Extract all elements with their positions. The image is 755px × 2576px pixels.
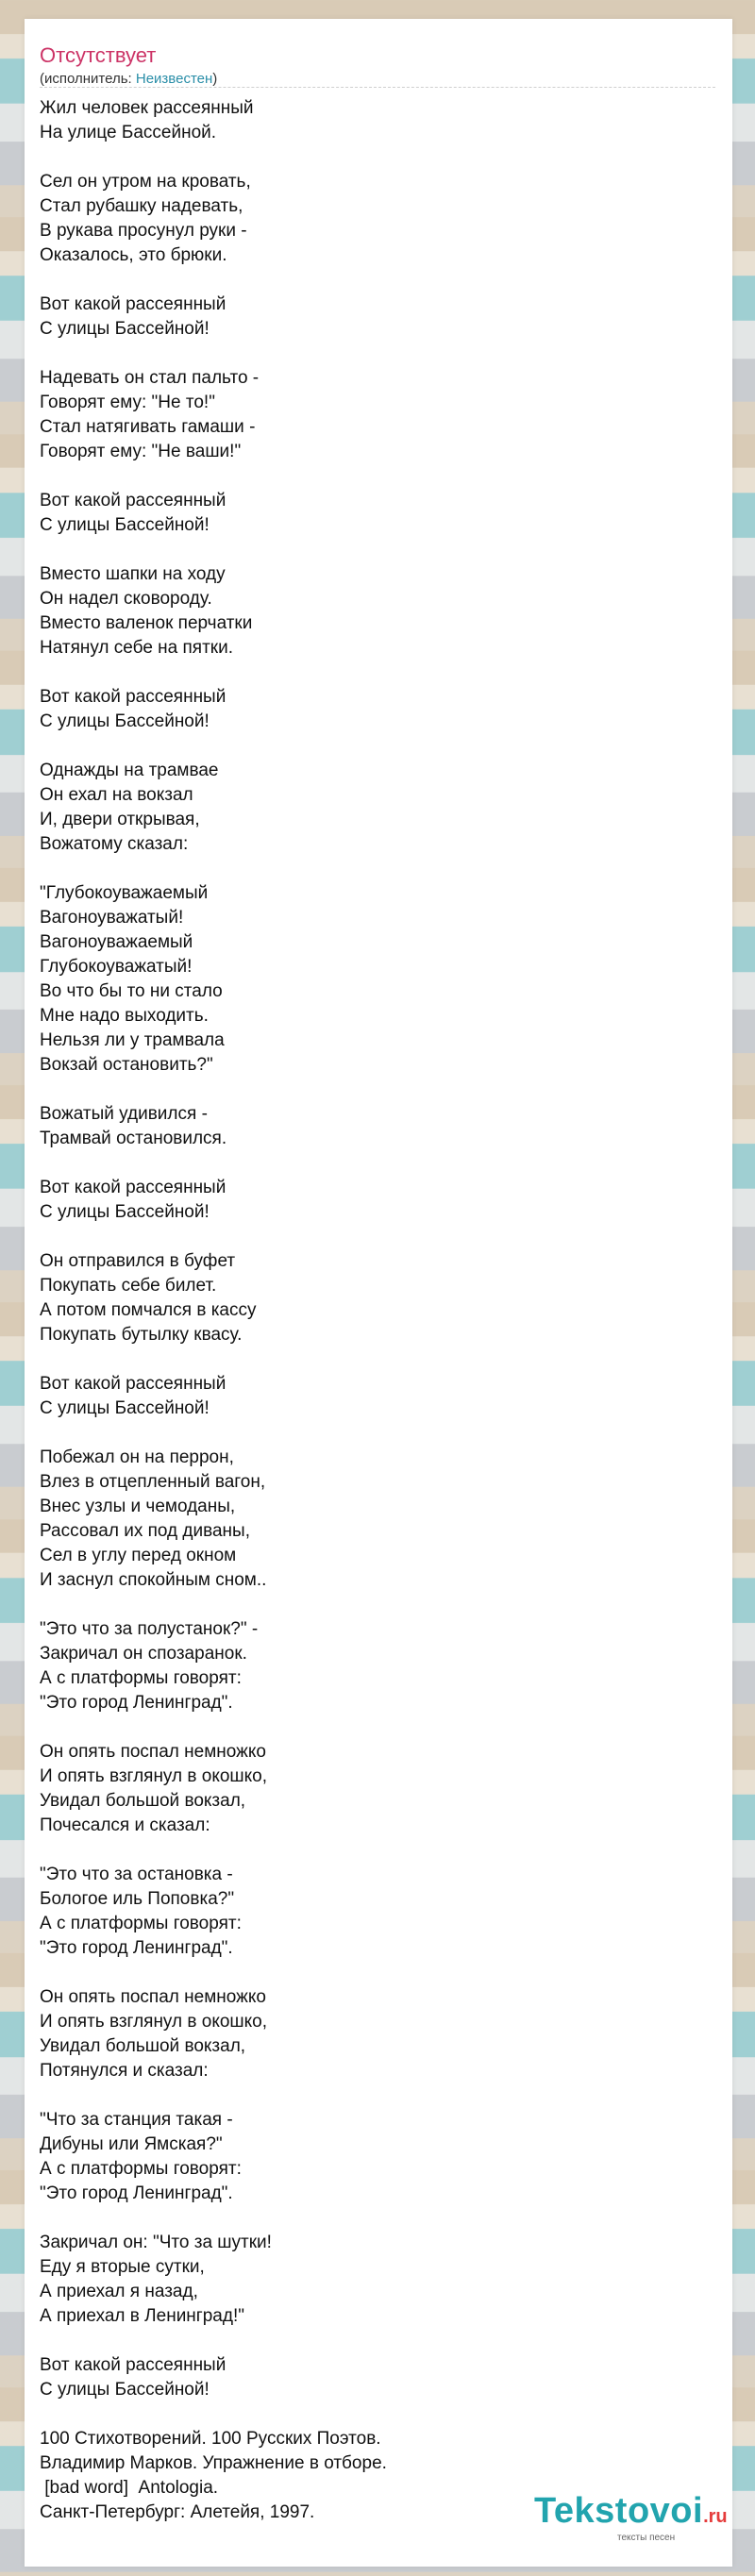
performer-line [40, 71, 217, 87]
lyrics-card [25, 19, 732, 2567]
performer-link[interactable]: Неизвестен [135, 71, 213, 87]
performer-suffix: ) [212, 71, 218, 87]
song-title: Отсутствует [40, 43, 157, 67]
header-divider [40, 87, 715, 88]
performer-prefix: (исполнитель: [40, 71, 136, 87]
lyrics-text: Жил человек рассеянный На улице Бассейной. Сел он утром на кровать, Стал рубашку надевать, В рукава просунул руки - Оказалось, это брюки. Вот какой рассеянный С улицы Бассейной! Надевать он стал пальто - Говорят ему: "Не то!" Стал натягивать гамаши - Говорят ему: "Не ваши!" Вот какой рассеянный С улицы Бассейной! Вместо шапки на ходу Он надел сковороду. Вместо валенок перчатки Натянул себе на пятки. Вот какой рассеянный С улицы Бассейной! Однажды на трамвае Он ехал на вокзал И, двери открывая, Вожатому сказал: "Глубокоуважаемый Вагоноуважатый! Вагоноуважаемый Глубокоуважатый! Во что бы то ни стало Мне надо выходить. Нельзя ли у трамвала Вокзай остановить?" Вожатый удивился - Трамвай остановился. Вот какой рассеянный С улицы Бассейной! Он отправился в буфет Покупать себе билет. А потом помчался в кассу Покупать бутылку квасу. Вот какой рассеянный С улицы Бассейной! Побежал он на перрон, Влез в отцепленный вагон, Внес узлы и чемоданы, Рассовал их под диваны, Сел в углу перед окном И заснул спокойным сном.. "Это что за полустанок?" - Закричал он спозаранок. А с платформы говорят: "Это город Ленинград". Он опять поспал немножко И опять взглянул в окошко, Увидал большой вокзал, Почесался и сказал: "Это что за остановка - Бологое иль Поповка?" А с платформы говорят: "Это город Ленинград". Он опять поспал немножко И опять взглянул в окошко, Увидал большой вокзал, Потянулся и сказал: "Что за станция такая - Дибуны или Ямская?" А с платформы говорят: "Это город Ленинград". Закричал он: "Что за шутки! Еду я вторые сутки, А приехал я назад, А приехал в Ленинград!" Вот какой рассеянный С улицы Бассейной! 100 Стихотворений. 100 Русских Поэтов. Владимир Марков. Упражнение в отборе. [bad word] Antologia. Санкт-Петербург: Алетейя, 1997. [40, 98, 387, 2522]
logo-tld: .ru [703, 2506, 728, 2527]
site-logo[interactable] [534, 2491, 728, 2543]
logo-tagline: тексты песен [617, 2533, 676, 2543]
logo-brand: Tekstovoi [534, 2491, 704, 2531]
